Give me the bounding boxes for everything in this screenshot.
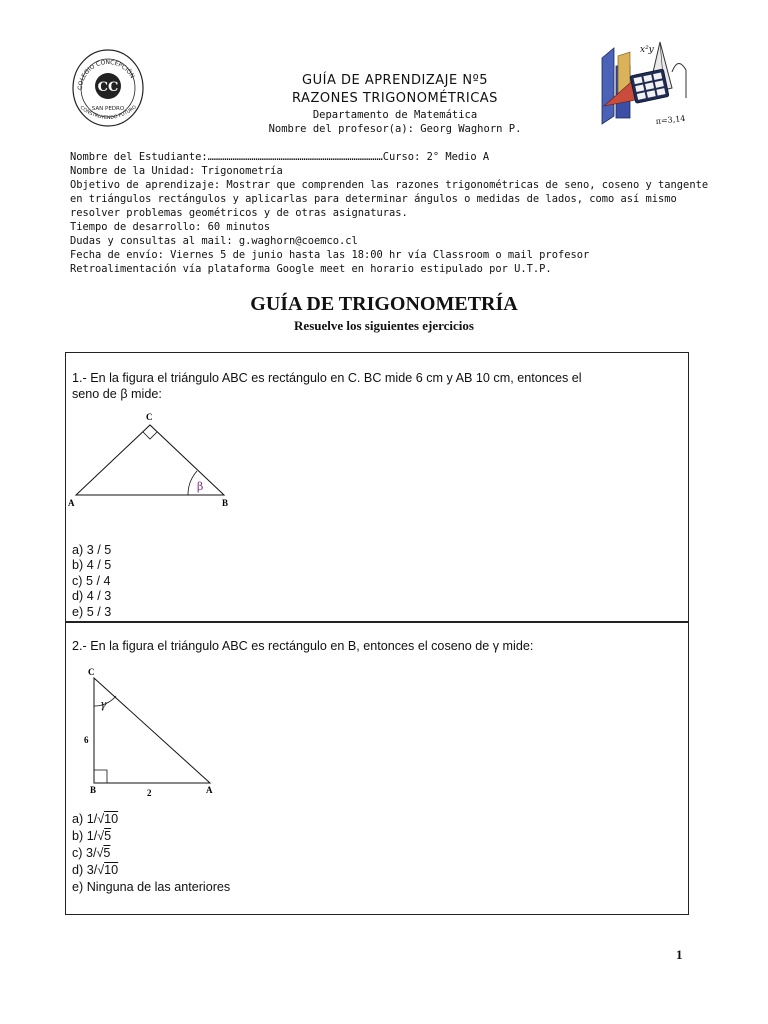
- guide-header-title: GUÍA DE APRENDIZAJE Nº5: [302, 73, 488, 88]
- logo-top-text: COLEGIO CONCEPCIÓN: [76, 58, 136, 91]
- logo-monogram: CC: [97, 80, 119, 95]
- option-c-prefix: c) 3/√: [72, 846, 104, 860]
- question-2-text-line-1: 2.- En la figura el triángulo ABC es rectángulo en B, entonces el coseno de γ mide:: [72, 639, 534, 653]
- page-number: 1: [676, 947, 683, 962]
- vertex-label-c-2: C: [88, 667, 95, 677]
- vertex-label-a: A: [68, 498, 75, 508]
- option-c-radicand: 5: [103, 846, 111, 860]
- option-a-prefix: a) 1/√: [72, 812, 105, 826]
- vertex-label-b-2: B: [90, 785, 97, 795]
- objective-line-3: resolver problemas geométricos y de otras asignaturas.: [70, 207, 408, 219]
- option-a-radicand: 10: [104, 812, 119, 826]
- student-name-line: Nombre del Estudiante:…………………………………………………………………………Curso: 2° Medio A: [70, 151, 490, 163]
- guide-subtitle: Resuelve los siguientes ejercicios: [294, 318, 474, 333]
- vertex-label-b: B: [222, 498, 229, 508]
- math-illustration: [598, 36, 690, 128]
- logo-formula-top: x²y: [640, 45, 654, 55]
- vertex-label-a-2: A: [206, 785, 213, 795]
- question-1-figure: [66, 409, 246, 509]
- logo-center-text: SAN PEDRO: [91, 106, 125, 112]
- unit-name: Nombre de la Unidad: Trigonometría: [70, 165, 283, 177]
- logo-bottom-text: CONSTRUYENDO FUTURO: [78, 105, 138, 122]
- contact-email: Dudas y consultas al mail: g.waghorn@coemco.cl: [70, 235, 358, 247]
- triangle-2: [94, 678, 210, 783]
- question-2-figure: [76, 662, 246, 802]
- right-angle-mark-b: [94, 770, 107, 783]
- option-b-radicand: 5: [104, 829, 112, 843]
- question-1-option-e[interactable]: e) 5 / 3: [72, 605, 112, 619]
- logo-formula-bottom: π=3,14: [655, 113, 686, 126]
- option-b-prefix: b) 1/√: [72, 829, 105, 843]
- question-2-option-a[interactable]: [72, 812, 118, 827]
- question-1-option-d[interactable]: d) 4 / 3: [72, 589, 112, 603]
- objective-line-1: Objetivo de aprendizaje: Mostrar que comprenden las razones trigonométricas de seno, coseno y tangente: [70, 179, 709, 191]
- teacher-name: Nombre del profesor(a): Georg Waghorn P.: [268, 123, 522, 135]
- question-2-option-e[interactable]: e) Ninguna de las anteriores: [72, 880, 231, 894]
- question-1-option-a[interactable]: a) 3 / 5: [72, 543, 112, 557]
- department-name: Departamento de Matemática: [312, 109, 478, 121]
- question-1-option-c[interactable]: c) 5 / 4: [72, 574, 111, 588]
- vertex-label-c: C: [146, 412, 153, 422]
- question-2-box: [65, 621, 689, 915]
- question-1-box: [65, 352, 689, 623]
- side-label-ba: 2: [147, 788, 152, 798]
- option-d-radicand: 10: [104, 863, 119, 877]
- angle-arc-beta: [188, 471, 197, 495]
- question-1-option-b[interactable]: b) 4 / 5: [72, 558, 112, 572]
- question-2-option-c[interactable]: [72, 846, 110, 861]
- question-2-option-b[interactable]: [72, 829, 111, 844]
- angle-label-gamma: γ: [100, 698, 107, 711]
- guide-title: GUÍA DE TRIGONOMETRÍA: [250, 293, 518, 315]
- question-2-option-d[interactable]: [72, 863, 118, 878]
- objective-line-2: en triángulos rectángulos y aplicarlas para determinar ángulos o medidas de lados, como así mismo: [70, 193, 677, 205]
- option-d-prefix: d) 3/√: [72, 863, 105, 877]
- right-angle-mark-c: [143, 432, 157, 439]
- feedback-info: Retroalimentación vía plataforma Google meet en horario estipulado por U.T.P.: [70, 263, 552, 275]
- school-logo: [70, 46, 145, 132]
- delivery-date: Fecha de envío: Viernes 5 de junio hasta las 18:00 hr vía Classroom o mail profesor: [70, 249, 590, 261]
- side-label-cb: 6: [84, 735, 89, 745]
- question-1-text-line-2: seno de β mide:: [72, 387, 162, 401]
- question-1-text-line-1: 1.- En la figura el triángulo ABC es rectángulo en C. BC mide 6 cm y AB 10 cm, entonces el: [72, 371, 582, 385]
- angle-label-beta: β: [197, 480, 204, 493]
- development-time: Tiempo de desarrollo: 60 minutos: [70, 221, 271, 233]
- guide-header-subtitle: RAZONES TRIGONOMÉTRICAS: [292, 91, 498, 106]
